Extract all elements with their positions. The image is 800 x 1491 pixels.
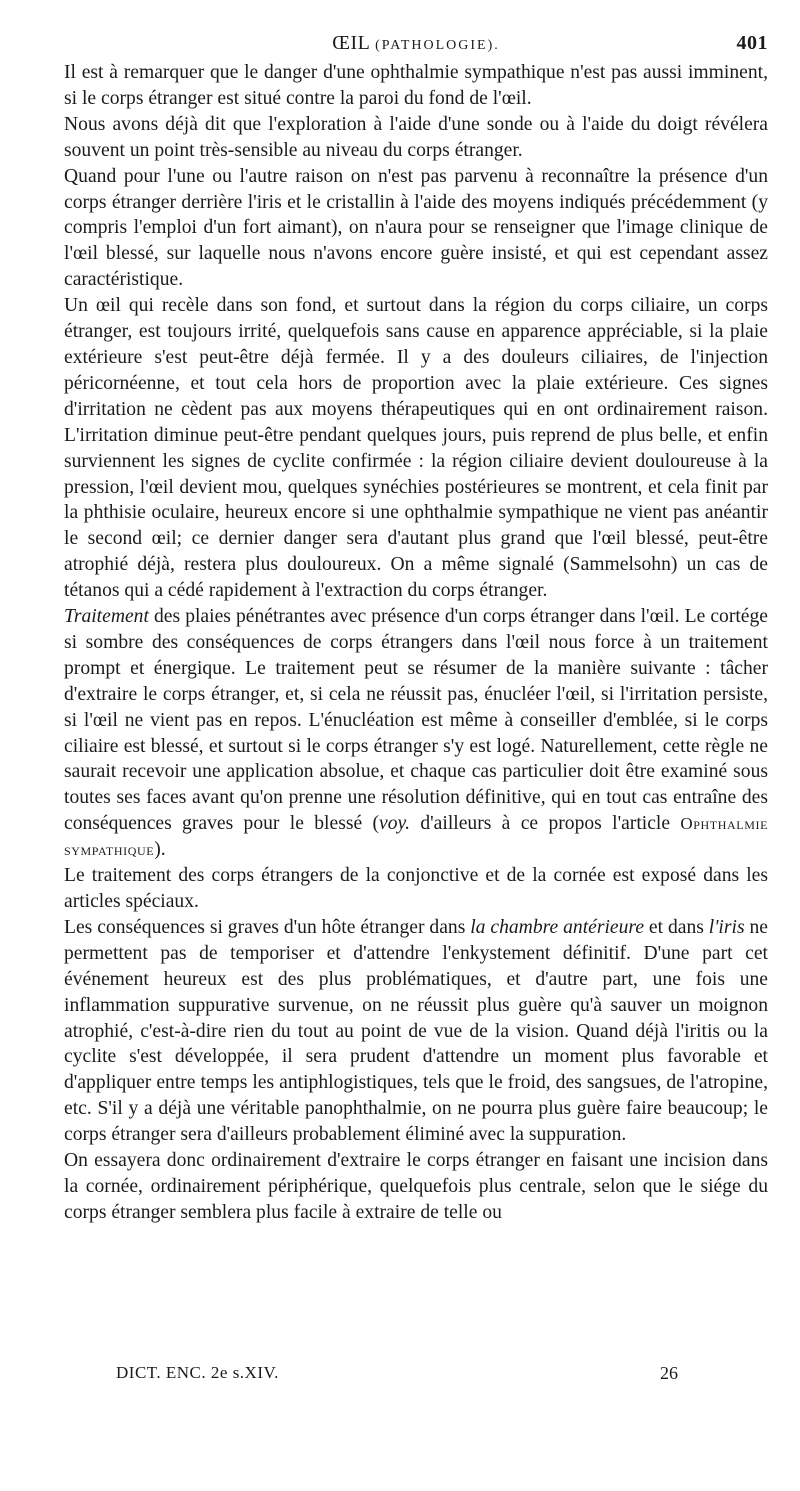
paragraph [64, 164, 768, 294]
smallcaps-span: Ophthalmie sympathique [64, 814, 768, 860]
document-page [64, 30, 768, 1226]
body-text [64, 60, 768, 1226]
sheet-number: 26 [660, 1363, 678, 1383]
paragraph [64, 604, 768, 863]
text-span: d'ailleurs à ce propos l'article [410, 813, 681, 835]
text-span: des plaies pénétrantes avec présence d'un corps étranger dans l'œil. Le cortége si sombre des conséquences de corps étrangers dans l'œil nous force à un traitement prompt et énergique. Le traitement peut se résumer de la manière suivante : tâcher d'extraire le corps étranger, et, si cela ne réussit pas, énucléer l'œil, si l'irritation persiste, si l'œil ne vient pas en repos. L'énucléation est même à conseiller d'emblée, si le corps ciliaire est blessé, et surtout si le corps étranger s'y est logé. Naturellement, cette règle ne saurait recevoir une application absolue, et chaque cas particulier doit être examiné sous toutes ses faces avant qu'on prenne une résolution définitive, qui en tout cas entraîne des conséquences graves pour le blessé ( [64, 606, 768, 835]
text-span: Nous avons déjà dit que l'exploration à l'aide d'une sonde ou à l'aide du doigt révélera souvent un point très-sensible au niveau du corps étranger. [64, 113, 768, 161]
paragraph [64, 60, 768, 112]
text-span: ne permettent pas de temporiser et d'attendre l'enkystement définitif. D'une part cet événement heureux est des plus problématiques, et d'autre part, une fois une inflammation suppurative survenue, on ne réussit plus guère qu'à sauver un moignon atrophié, c'est-à-dire rien du tout au point de vue de la vision. Quand déjà l'iritis ou la cyclite s'est développée, il sera prudent d'attendre un moment plus favorable et d'appliquer entre temps les antiphlogistiques, tels que le froid, des sangsues, de l'atropine, etc. S'il y a déjà une véritable panophthalmie, on ne pourra plus guère faire beaucoup; le corps étranger sera d'ailleurs probablement éliminé avec la suppuration. [64, 916, 768, 1146]
running-title-main: ŒIL [332, 32, 370, 54]
paragraph [64, 293, 768, 604]
italic-span: Traitement [64, 606, 149, 628]
paragraph [64, 112, 768, 164]
italic-span: la chambre antérieure [470, 916, 645, 938]
running-title [64, 32, 768, 55]
text-span: Le traitement des corps étrangers de la conjonctive et de la cornée est exposé dans les articles spéciaux. [64, 865, 768, 912]
italic-span: l'iris [708, 916, 745, 938]
running-header [64, 30, 768, 60]
signature-mark: DICT. ENC. 2e s.XIV. [116, 1363, 279, 1382]
text-span: On essayera donc ordinairement d'extraire le corps étranger en faisant une incision dans la cornée, ordinairement périphérique, quelquefois plus centrale, selon que le siége du corps étranger semblera plus facile à extraire de telle ou [64, 1150, 768, 1223]
text-span: Quand pour l'une ou l'autre raison on n'est pas parvenu à reconnaître la présence d'un corps étranger derrière l'iris et le cristallin à l'aide des moyens indiqués précédemment (y compris l'emploi d'un fort aimant), on n'aura pour se renseigner que l'image clinique de l'œil blessé, sur laquelle nous n'avons encore guère insisté, et qui est cependant assez caractéristique. [64, 165, 768, 291]
text-span: Un œil qui recèle dans son fond, et surtout dans la région du corps ciliaire, un corps étranger, est toujours irrité, quelquefois sans cause en apparence appréciable, si la plaie extérieure s'est peut-être déjà fermée. Il y a des douleurs ciliaires, de l'injection péricornéenne, et tout cela hors de proportion avec la plaie extérieure. Ces signes d'irritation ne cèdent pas aux moyens thérapeutiques qui en ont ordinairement raison. L'irritation diminue peut-être pendant quelques jours, puis reprend de plus belle, et enfin surviennent les signes de cyclite confirmée : la région ciliaire devient douloureuse à la pression, l'œil devient mou, quelques synéchies postérieures se montrent, et cela finit par la phthisie oculaire, heureux encore si une ophthalmie sympathique ne vient pas anéantir le second œil; ce dernier danger sera d'autant plus grand que l'œil blessé, peut-être atrophié déjà, restera plus douloureux. On a même signalé (Sammelsohn) un cas de tétanos qui a cédé rapidement à l'extraction du corps étranger. [64, 295, 768, 602]
paragraph [64, 915, 768, 1148]
text-span: et dans [644, 916, 709, 938]
running-title-sub: (PATHOLOGIE). [375, 38, 500, 53]
paragraph [64, 1148, 768, 1226]
text-span: ). [154, 839, 166, 861]
paragraph [64, 863, 768, 915]
page-number: 401 [736, 32, 768, 54]
italic-span: voy. [379, 813, 411, 835]
text-span: Les conséquences si graves d'un hôte étranger dans [64, 916, 471, 938]
text-span: Il est à remarquer que le danger d'une ophthalmie sympathique n'est pas aussi imminent, si le corps étranger est situé contre la paroi du fond de l'œil. [64, 62, 768, 109]
